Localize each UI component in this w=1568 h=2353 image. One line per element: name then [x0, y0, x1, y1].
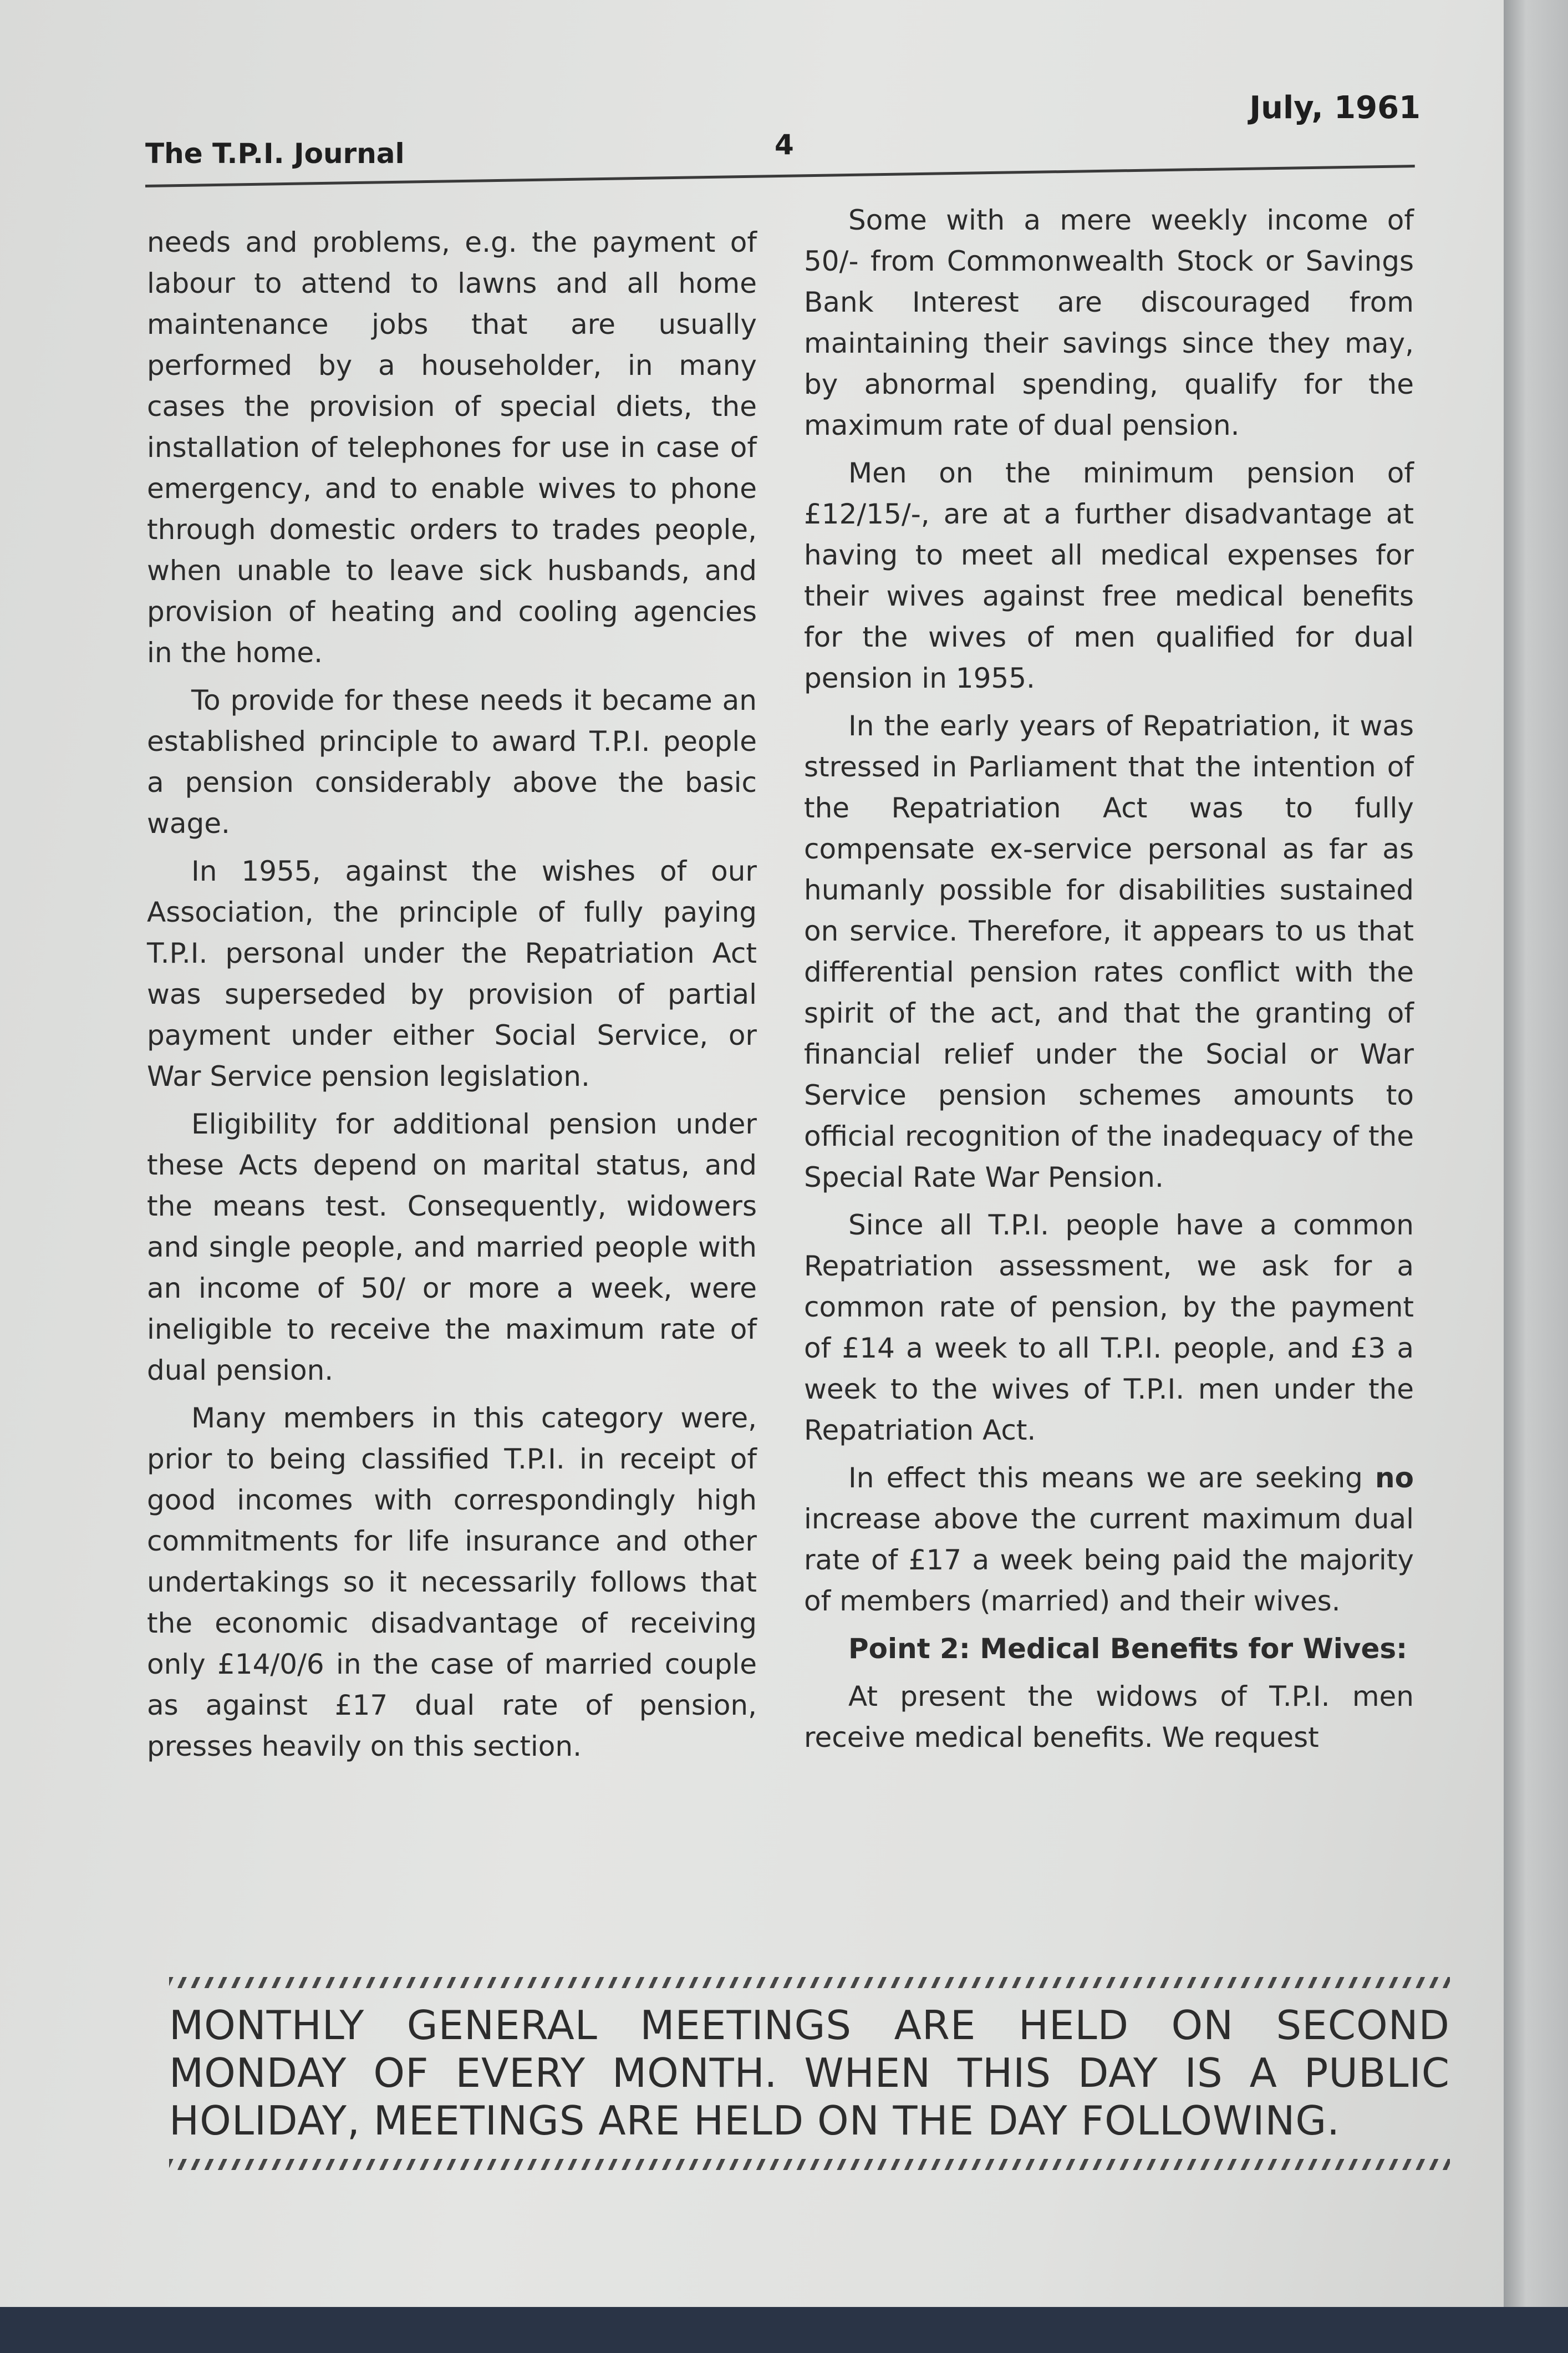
paragraph: Since all T.P.I. people have a common Repatriation assessment, we ask for a common rate of pension, by the payment of £14 a week to all T.P.I. people, and £3 a week to the wives of T.P.I. men under the Repatriation Act. — [804, 1209, 1414, 1446]
point-2-heading: Point 2: Medical Benefits for Wives: — [848, 1633, 1408, 1665]
left-column — [147, 222, 757, 1773]
emphasis-word: no — [1375, 1462, 1414, 1494]
effect-text-after: increase above the current maximum dual rate of £17 a week being paid the majority of members (married) and their wives. — [804, 1503, 1414, 1617]
paragraph: Many members in this category were, prior to being classified T.P.I. in receipt of good incomes with correspondingly high commitments for life insurance and other undertakings so it necessarily follows that the economic disadvantage of receiving only £14/0/6 in the case of married couple as against £17 dual rate of pension, presses heavily on this section. — [147, 1402, 757, 1762]
meeting-notice — [169, 1977, 1450, 2170]
issue-date: July, 1961 — [1249, 90, 1421, 126]
effect-paragraph — [804, 1457, 1414, 1622]
journal-title: The T.P.I. Journal — [145, 138, 405, 170]
meeting-notice-text: MONTHLY GENERAL MEETINGS ARE HELD ON SECOND MONDAY OF EVERY MONTH. WHEN THIS DAY IS A PUBLIC HOLIDAY, MEETINGS ARE HELD ON THE DAY FOLLOWING. — [169, 2002, 1450, 2144]
background-surface — [0, 2307, 1568, 2353]
decorative-border-bottom — [169, 2159, 1450, 2170]
decorative-border-top — [169, 1977, 1450, 1988]
page-number: 4 — [775, 129, 794, 161]
paragraph: Some with a mere weekly income of 50/- from Commonwealth Stock or Savings Bank Interest are discouraged from maintaining their savings since they may, by abnormal spending, qualify for the maximum rate of dual pension. — [804, 204, 1414, 441]
paragraph: In 1955, against the wishes of our Association, the principle of fully paying T.P.I. personal under the Repatriation Act was superseded by provision of partial payment under either Social Service, or War Service pension legislation. — [147, 855, 757, 1092]
page-header — [145, 83, 1421, 194]
page-edge — [1504, 0, 1568, 2353]
paragraph: At present the widows of T.P.I. men receive medical benefits. We request — [804, 1680, 1414, 1754]
paragraph: In the early years of Repatriation, it was stressed in Parliament that the intention of the Repatriation Act was to fully compensate ex-service personal as far as humanly possible for disabilities sustained on service. Therefore, it appears to us that differential pension rates conflict with the spirit of the act, and that the granting of financial relief under the Social or War Service pension schemes amounts to official recognition of the inadequacy of the Special Rate War Pension. — [804, 710, 1414, 1193]
paragraph: To provide for these needs it became an established principle to award T.P.I. people a pension considerably above the basic wage. — [147, 684, 757, 840]
paragraph: Men on the minimum pension of £12/15/-, are at a further disadvantage at having to meet all medical expenses for their wives against free medical benefits for the wives of men qualified for dual pension in 1955. — [804, 457, 1414, 694]
paragraph: Eligibility for additional pension under these Acts depend on marital status, and the means test. Consequently, widowers and single people, and married people with an income of 50/ or more a week, were ineligible to receive the maximum rate of dual pension. — [147, 1108, 757, 1386]
right-column — [804, 200, 1414, 1765]
paragraph: needs and problems, e.g. the payment of labour to attend to lawns and all home maintenance jobs that are usually performed by a householder, in many cases the provision of special diets, the installation of telephones for use in case of emergency, and to enable wives to phone through domestic orders to trades people, when unable to leave sick husbands, and provision of heating and cooling agencies in the home. — [147, 226, 757, 669]
effect-text-before: In effect this means we are seeking — [848, 1462, 1363, 1494]
